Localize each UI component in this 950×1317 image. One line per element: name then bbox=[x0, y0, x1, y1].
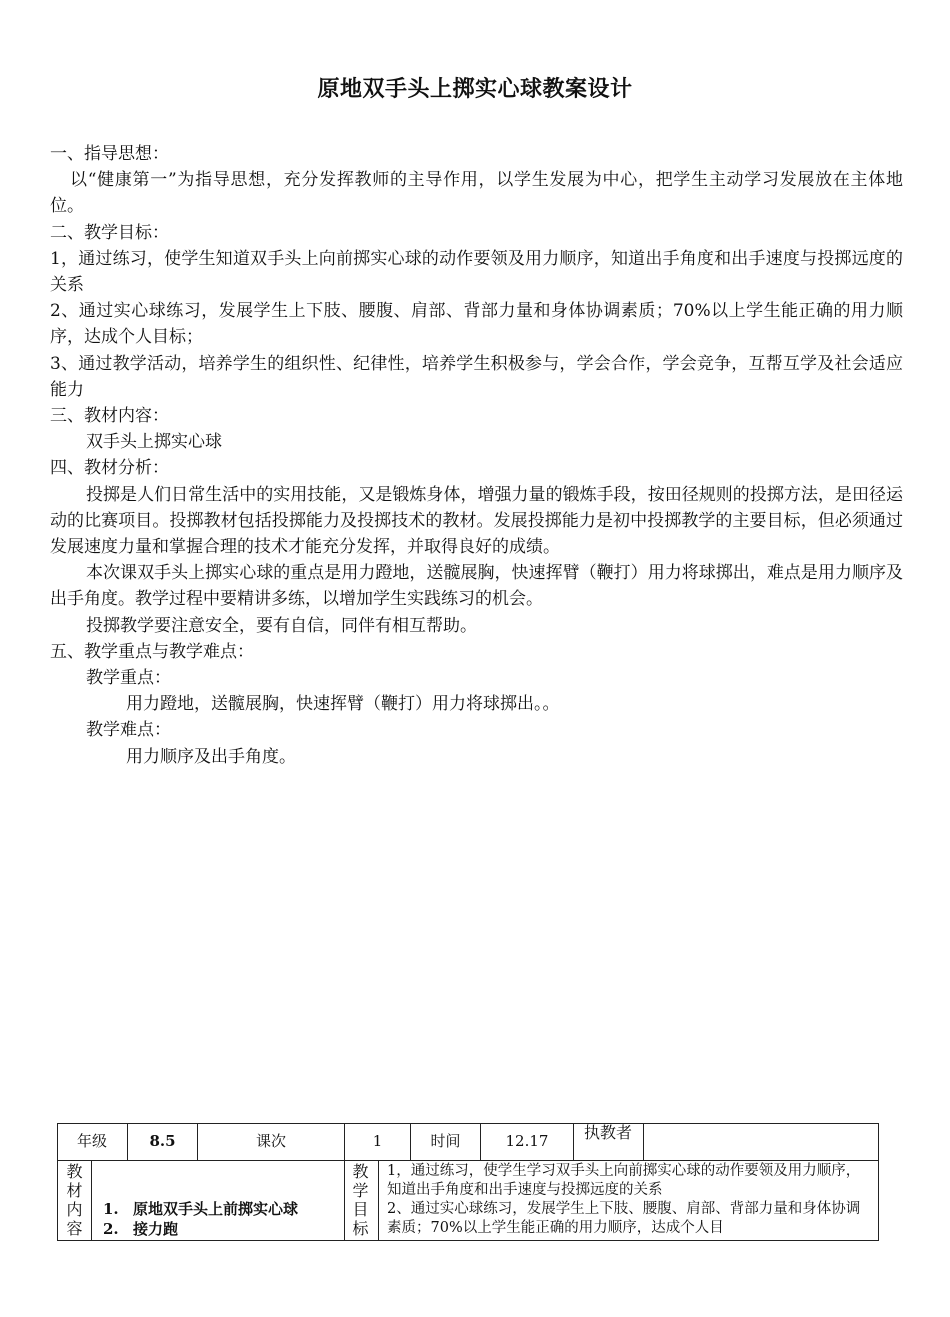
material-analysis-paragraph-3: 投掷教学要注意安全，要有自信，同伴有相互帮助。 bbox=[86, 615, 477, 636]
content-label: 教材内容 bbox=[66, 1162, 83, 1238]
section-heading-guiding-ideology: 一、指导思想： bbox=[50, 144, 169, 164]
teacher-label: 执教者 bbox=[584, 1123, 633, 1142]
lesson-table bbox=[57, 1123, 879, 1241]
goal-line-2: 2、通过实心球练习，发展学生上下肢、腰腹、肩部、背部力量和身体协调素质；70%以上学生能正确的用力顺序，达成个人目 bbox=[387, 1201, 861, 1236]
row-divider bbox=[57, 1160, 879, 1161]
difficulty-label: 教学难点： bbox=[86, 720, 171, 741]
teaching-goal-2: 2、通过实心球练习，发展学生上下肢、腰腹、肩部、背部力量和身体协调素质；70%以上学生能正确的用力顺序，达成个人目标； bbox=[50, 301, 903, 348]
lesson-value: 1 bbox=[372, 1132, 383, 1150]
teaching-goal-1: 1，通过练习，使学生知道双手头上向前掷实心球的动作要领及用力顺序，知道出手角度和出手速度与投掷远度的关系 bbox=[50, 248, 903, 296]
lesson-label: 课次 bbox=[255, 1132, 286, 1150]
content-list bbox=[103, 1199, 343, 1239]
section-heading-material-analysis: 四、教材分析： bbox=[50, 458, 169, 479]
section-heading-key-points: 五、教学重点与教学难点： bbox=[50, 641, 254, 662]
goal-label: 教学目标 bbox=[352, 1162, 369, 1238]
document-title: 原地双手头上掷实心球教案设计 bbox=[317, 76, 633, 102]
goal-text bbox=[387, 1162, 873, 1239]
document-body bbox=[50, 141, 903, 770]
time-label: 时间 bbox=[430, 1132, 461, 1150]
content-item-2 bbox=[103, 1219, 343, 1239]
content-item-1 bbox=[103, 1199, 343, 1219]
content-item-text: 接力跑 bbox=[133, 1220, 179, 1238]
section-heading-teaching-goals: 二、教学目标： bbox=[50, 222, 169, 243]
key-point-label: 教学重点： bbox=[86, 668, 171, 689]
col-line bbox=[378, 1160, 379, 1240]
content-item-number: 1. bbox=[103, 1200, 119, 1218]
grade-value: 8.5 bbox=[149, 1132, 176, 1150]
teaching-goal-3: 3、通过教学活动，培养学生的组织性、纪律性，培养学生积极参与，学会合作，学会竞争，互帮互学及社会适应能力 bbox=[50, 353, 903, 400]
content-item-text: 原地双手头上前掷实心球 bbox=[133, 1200, 299, 1218]
difficulty-text: 用力顺序及出手角度。 bbox=[126, 746, 296, 767]
grade-label: 年级 bbox=[76, 1132, 107, 1150]
material-analysis-paragraph-2: 本次课双手头上掷实心球的重点是用力蹬地，送髋展胸，快速挥臂（鞭打）用力将球掷出，难点是用力顺序及出手角度。教学过程中要精讲多练，以增加学生实践练习的机会。 bbox=[50, 563, 903, 610]
content-item-number: 2. bbox=[103, 1220, 119, 1238]
guiding-ideology-text: 以“健康第一”为指导思想，充分发挥教师的主导作用，以学生发展为中心，把学生主动学习发展放在主体地位。 bbox=[50, 170, 903, 217]
material-analysis-paragraph-1: 投掷是人们日常生活中的实用技能，又是锻炼身体，增强力量的锻炼手段，按田径规则的投掷方法，是田径运动的比赛项目。投掷教材包括投掷能力及投掷技术的教材。发展投掷能力是初中投掷教学的主要目标，但必须通过发展速度力量和掌握合理的技术才能充分发挥，并取得良好的成绩。 bbox=[50, 484, 903, 558]
col-line bbox=[344, 1160, 345, 1240]
goal-line-1: 1，通过练习，使学生学习双手头上向前掷实心球的动作要领及用力顺序，知道出手角度和出手速度与投掷远度的关系 bbox=[387, 1163, 861, 1198]
col-line bbox=[91, 1160, 92, 1240]
col-line bbox=[573, 1123, 574, 1160]
time-value: 12.17 bbox=[505, 1132, 549, 1150]
material-content-text: 双手头上掷实心球 bbox=[86, 432, 222, 453]
teacher-value bbox=[644, 1123, 877, 1160]
key-point-text: 用力蹬地，送髋展胸，快速挥臂（鞭打）用力将球掷出。。 bbox=[126, 694, 560, 715]
section-heading-material-content: 三、教材内容： bbox=[50, 406, 169, 427]
